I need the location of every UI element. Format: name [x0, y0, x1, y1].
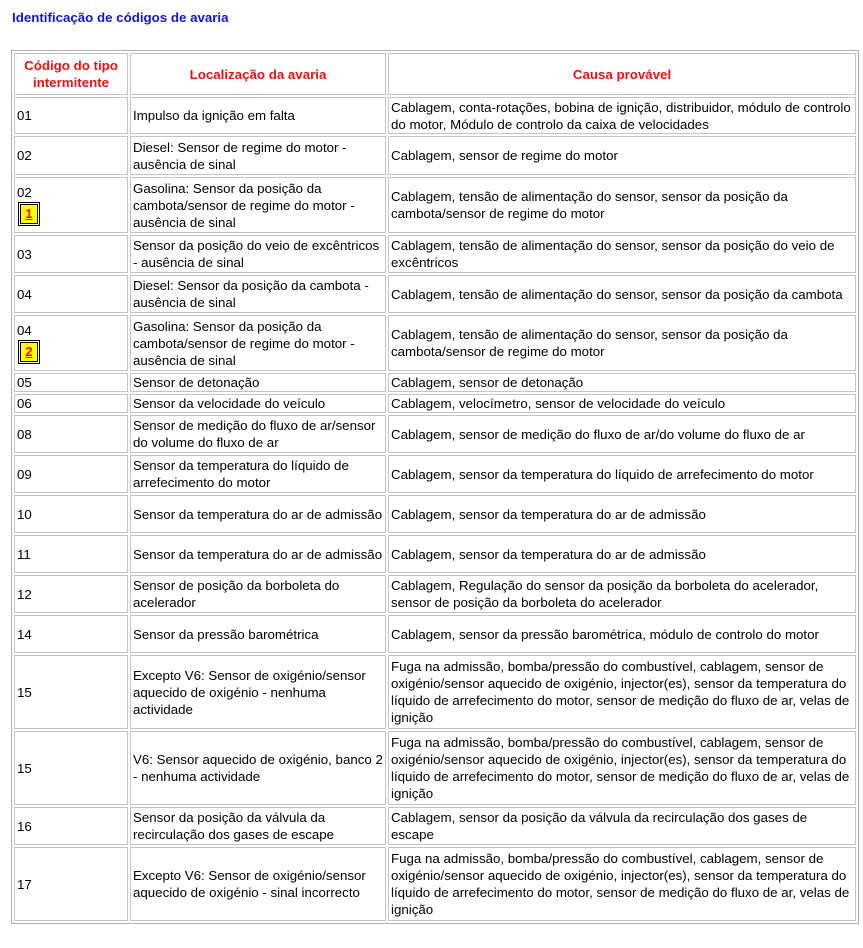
fault-codes-table [11, 50, 859, 924]
location-cell: Diesel: Sensor de regime do motor - ausência de sinal [130, 136, 386, 175]
cause-cell: Cablagem, velocímetro, sensor de velocidade do veículo [388, 394, 856, 413]
code-value: 02 [17, 185, 32, 200]
cause-cell: Cablagem, tensão de alimentação do sensor, sensor da posição da cambota [388, 275, 856, 313]
code-cell [14, 177, 128, 233]
code-cell: 09 [14, 455, 128, 493]
cause-cell: Cablagem, tensão de alimentação do sensor, sensor da posição do veio de excêntricos [388, 235, 856, 273]
location-cell: Excepto V6: Sensor de oxigénio/sensor aquecido de oxigénio - nenhuma actividade [130, 655, 386, 729]
cause-cell: Fuga na admissão, bomba/pressão do combustível, cablagem, sensor de oxigénio/sensor aquecido de oxigénio, injector(es), sensor da temperatura do líquido de arrefecimento do motor, sensor de medição do fluxo de ar, velas de ignição [388, 655, 856, 729]
code-cell: 06 [14, 394, 128, 413]
table-row [14, 807, 856, 845]
cause-cell: Cablagem, Regulação do sensor da posição da borboleta do acelerador, sensor de posição da borboleta do acelerador [388, 575, 856, 613]
table-row [14, 373, 856, 392]
header-location: Localização da avaria [130, 53, 386, 95]
table-row [14, 731, 856, 805]
location-cell: Diesel: Sensor da posição da cambota - ausência de sinal [130, 275, 386, 313]
location-cell: Sensor de medição do fluxo de ar/sensor do volume do fluxo de ar [130, 415, 386, 453]
location-cell: Sensor da pressão barométrica [130, 615, 386, 653]
cause-cell: Cablagem, sensor de detonação [388, 373, 856, 392]
table-row [14, 655, 856, 729]
location-cell: Sensor da temperatura do ar de admissão [130, 495, 386, 533]
table-row [14, 535, 856, 573]
table-row [14, 495, 856, 533]
table-row [14, 177, 856, 233]
cause-cell: Cablagem, sensor de regime do motor [388, 136, 856, 175]
code-cell: 17 [14, 847, 128, 921]
table-row [14, 847, 856, 921]
cause-cell: Cablagem, tensão de alimentação do sensor, sensor da posição da cambota/sensor de regime do motor [388, 177, 856, 233]
location-cell: Sensor da posição do veio de excêntricos - ausência de sinal [130, 235, 386, 273]
header-cause: Causa provável [388, 53, 856, 95]
cause-cell: Fuga na admissão, bomba/pressão do combustível, cablagem, sensor de oxigénio/sensor aquecido de oxigénio, injector(es), sensor da temperatura do líquido de arrefecimento do motor, sensor de medição do fluxo de ar, velas de ignição [388, 847, 856, 921]
code-cell: 12 [14, 575, 128, 613]
code-value: 04 [17, 323, 32, 338]
code-cell: 04 [14, 275, 128, 313]
note-link-1[interactable] [18, 202, 40, 226]
location-cell: Sensor da temperatura do líquido de arrefecimento do motor [130, 455, 386, 493]
cause-cell: Cablagem, sensor de medição do fluxo de ar/do volume do fluxo de ar [388, 415, 856, 453]
location-cell: Gasolina: Sensor da posição da cambota/sensor de regime do motor - ausência de sinal [130, 177, 386, 233]
code-cell: 11 [14, 535, 128, 573]
code-cell: 05 [14, 373, 128, 392]
code-cell: 01 [14, 97, 128, 134]
code-cell: 14 [14, 615, 128, 653]
table-header-row [14, 53, 856, 95]
location-cell: Sensor da velocidade do veículo [130, 394, 386, 413]
code-cell: 10 [14, 495, 128, 533]
location-cell: V6: Sensor aquecido de oxigénio, banco 2 - nenhuma actividade [130, 731, 386, 805]
table-row [14, 575, 856, 613]
cause-cell: Fuga na admissão, bomba/pressão do combustível, cablagem, sensor de oxigénio/sensor aquecido de oxigénio, injector(es), sensor da temperatura do líquido de arrefecimento do motor, sensor de medição do fluxo de ar, velas de ignição [388, 731, 856, 805]
table-row [14, 235, 856, 273]
cause-cell: Cablagem, tensão de alimentação do sensor, sensor da posição da cambota/sensor de regime do motor [388, 315, 856, 371]
code-cell: 02 [14, 136, 128, 175]
code-cell: 08 [14, 415, 128, 453]
location-cell: Sensor de detonação [130, 373, 386, 392]
header-code: Código do tipo intermitente [14, 53, 128, 95]
code-cell: 16 [14, 807, 128, 845]
code-cell [14, 315, 128, 371]
code-cell: 15 [14, 731, 128, 805]
note-badge[interactable]: 1 [20, 204, 38, 224]
code-cell: 03 [14, 235, 128, 273]
table-row [14, 136, 856, 175]
cause-cell: Cablagem, sensor da temperatura do líquido de arrefecimento do motor [388, 455, 856, 493]
location-cell: Sensor da temperatura do ar de admissão [130, 535, 386, 573]
cause-cell: Cablagem, sensor da posição da válvula da recirculação dos gases de escape [388, 807, 856, 845]
location-cell: Excepto V6: Sensor de oxigénio/sensor aquecido de oxigénio - sinal incorrecto [130, 847, 386, 921]
table-row [14, 394, 856, 413]
table-row [14, 97, 856, 134]
table-row [14, 415, 856, 453]
note-badge[interactable]: 2 [20, 342, 38, 362]
table-row [14, 615, 856, 653]
location-cell: Sensor de posição da borboleta do acelerador [130, 575, 386, 613]
location-cell: Gasolina: Sensor da posição da cambota/sensor de regime do motor - ausência de sinal [130, 315, 386, 371]
cause-cell: Cablagem, sensor da temperatura do ar de admissão [388, 535, 856, 573]
cause-cell: Cablagem, sensor da pressão barométrica, módulo de controlo do motor [388, 615, 856, 653]
location-cell: Sensor da posição da válvula da recirculação dos gases de escape [130, 807, 386, 845]
table-row [14, 455, 856, 493]
note-link-2[interactable] [18, 340, 40, 364]
location-cell: Impulso da ignição em falta [130, 97, 386, 134]
table-row [14, 275, 856, 313]
code-cell: 15 [14, 655, 128, 729]
cause-cell: Cablagem, sensor da temperatura do ar de admissão [388, 495, 856, 533]
page-title: Identificação de códigos de avaria [12, 10, 229, 25]
table-row [14, 315, 856, 371]
cause-cell: Cablagem, conta-rotações, bobina de ignição, distribuidor, módulo de controlo do motor, Módulo de controlo da caixa de velocidades [388, 97, 856, 134]
